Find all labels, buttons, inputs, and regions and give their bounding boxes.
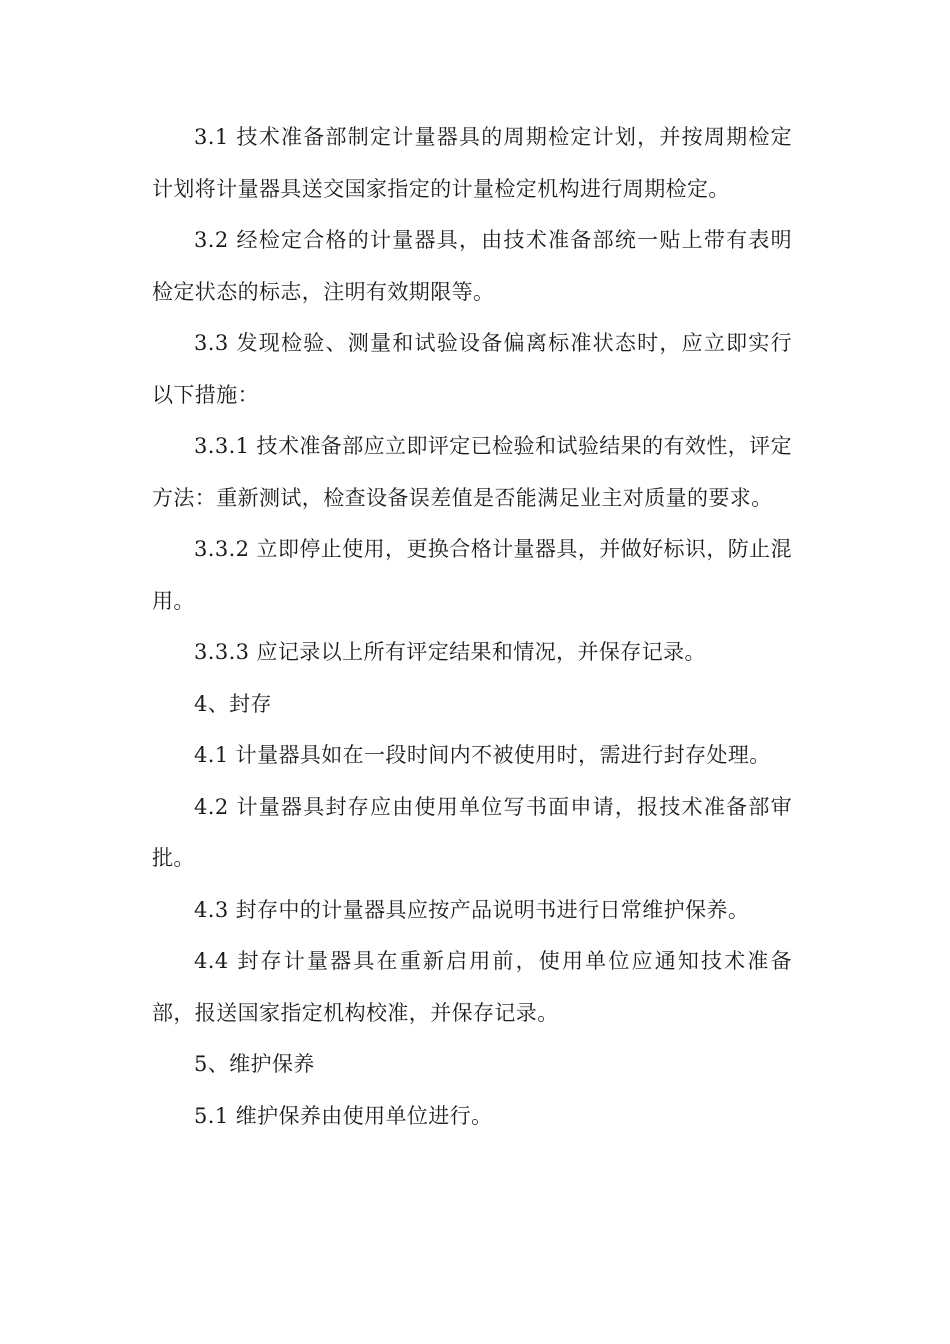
section-heading-4: 4、封存 [194,691,272,716]
document-body [152,112,792,1142]
paragraph-4-2: 4.2 计量器具封存应由使用单位写书面申请，报技术准备部审批。 [152,794,792,870]
paragraph-3-2: 3.2 经检定合格的计量器具，由技术准备部统一贴上带有表明检定状态的标志，注明有效期限等。 [152,228,792,304]
paragraph-4-1: 4.1 计量器具如在一段时间内不被使用时，需进行封存处理。 [194,743,771,767]
paragraph-3-1: 3.1 技术准备部制定计量器具的周期检定计划，并按周期检定计划将计量器具送交国家指定的计量检定机构进行周期检定。 [152,125,792,201]
paragraph-3-3-3: 3.3.3 应记录以上所有评定结果和情况，并保存记录。 [194,640,706,664]
paragraph-4-3: 4.3 封存中的计量器具应按产品说明书进行日常维护保养。 [194,897,750,922]
paragraph-3-3: 3.3 发现检验、测量和试验设备偏离标准状态时，应立即实行以下措施： [152,331,792,407]
paragraph-3-3-2: 3.3.2 立即停止使用，更换合格计量器具，并做好标识，防止混用。 [152,537,792,613]
paragraph-4-4: 4.4 封存计量器具在重新启用前，使用单位应通知技术准备部，报送国家指定机构校准，并保存记录。 [152,949,792,1025]
paragraph-3-3-1: 3.3.1 技术准备部应立即评定已检验和试验结果的有效性，评定方法：重新测试，检查设备误差值是否能满足业主对质量的要求。 [152,434,792,510]
section-heading-5: 5、维护保养 [194,1052,315,1076]
paragraph-5-1: 5.1 维护保养由使用单位进行。 [194,1103,493,1128]
